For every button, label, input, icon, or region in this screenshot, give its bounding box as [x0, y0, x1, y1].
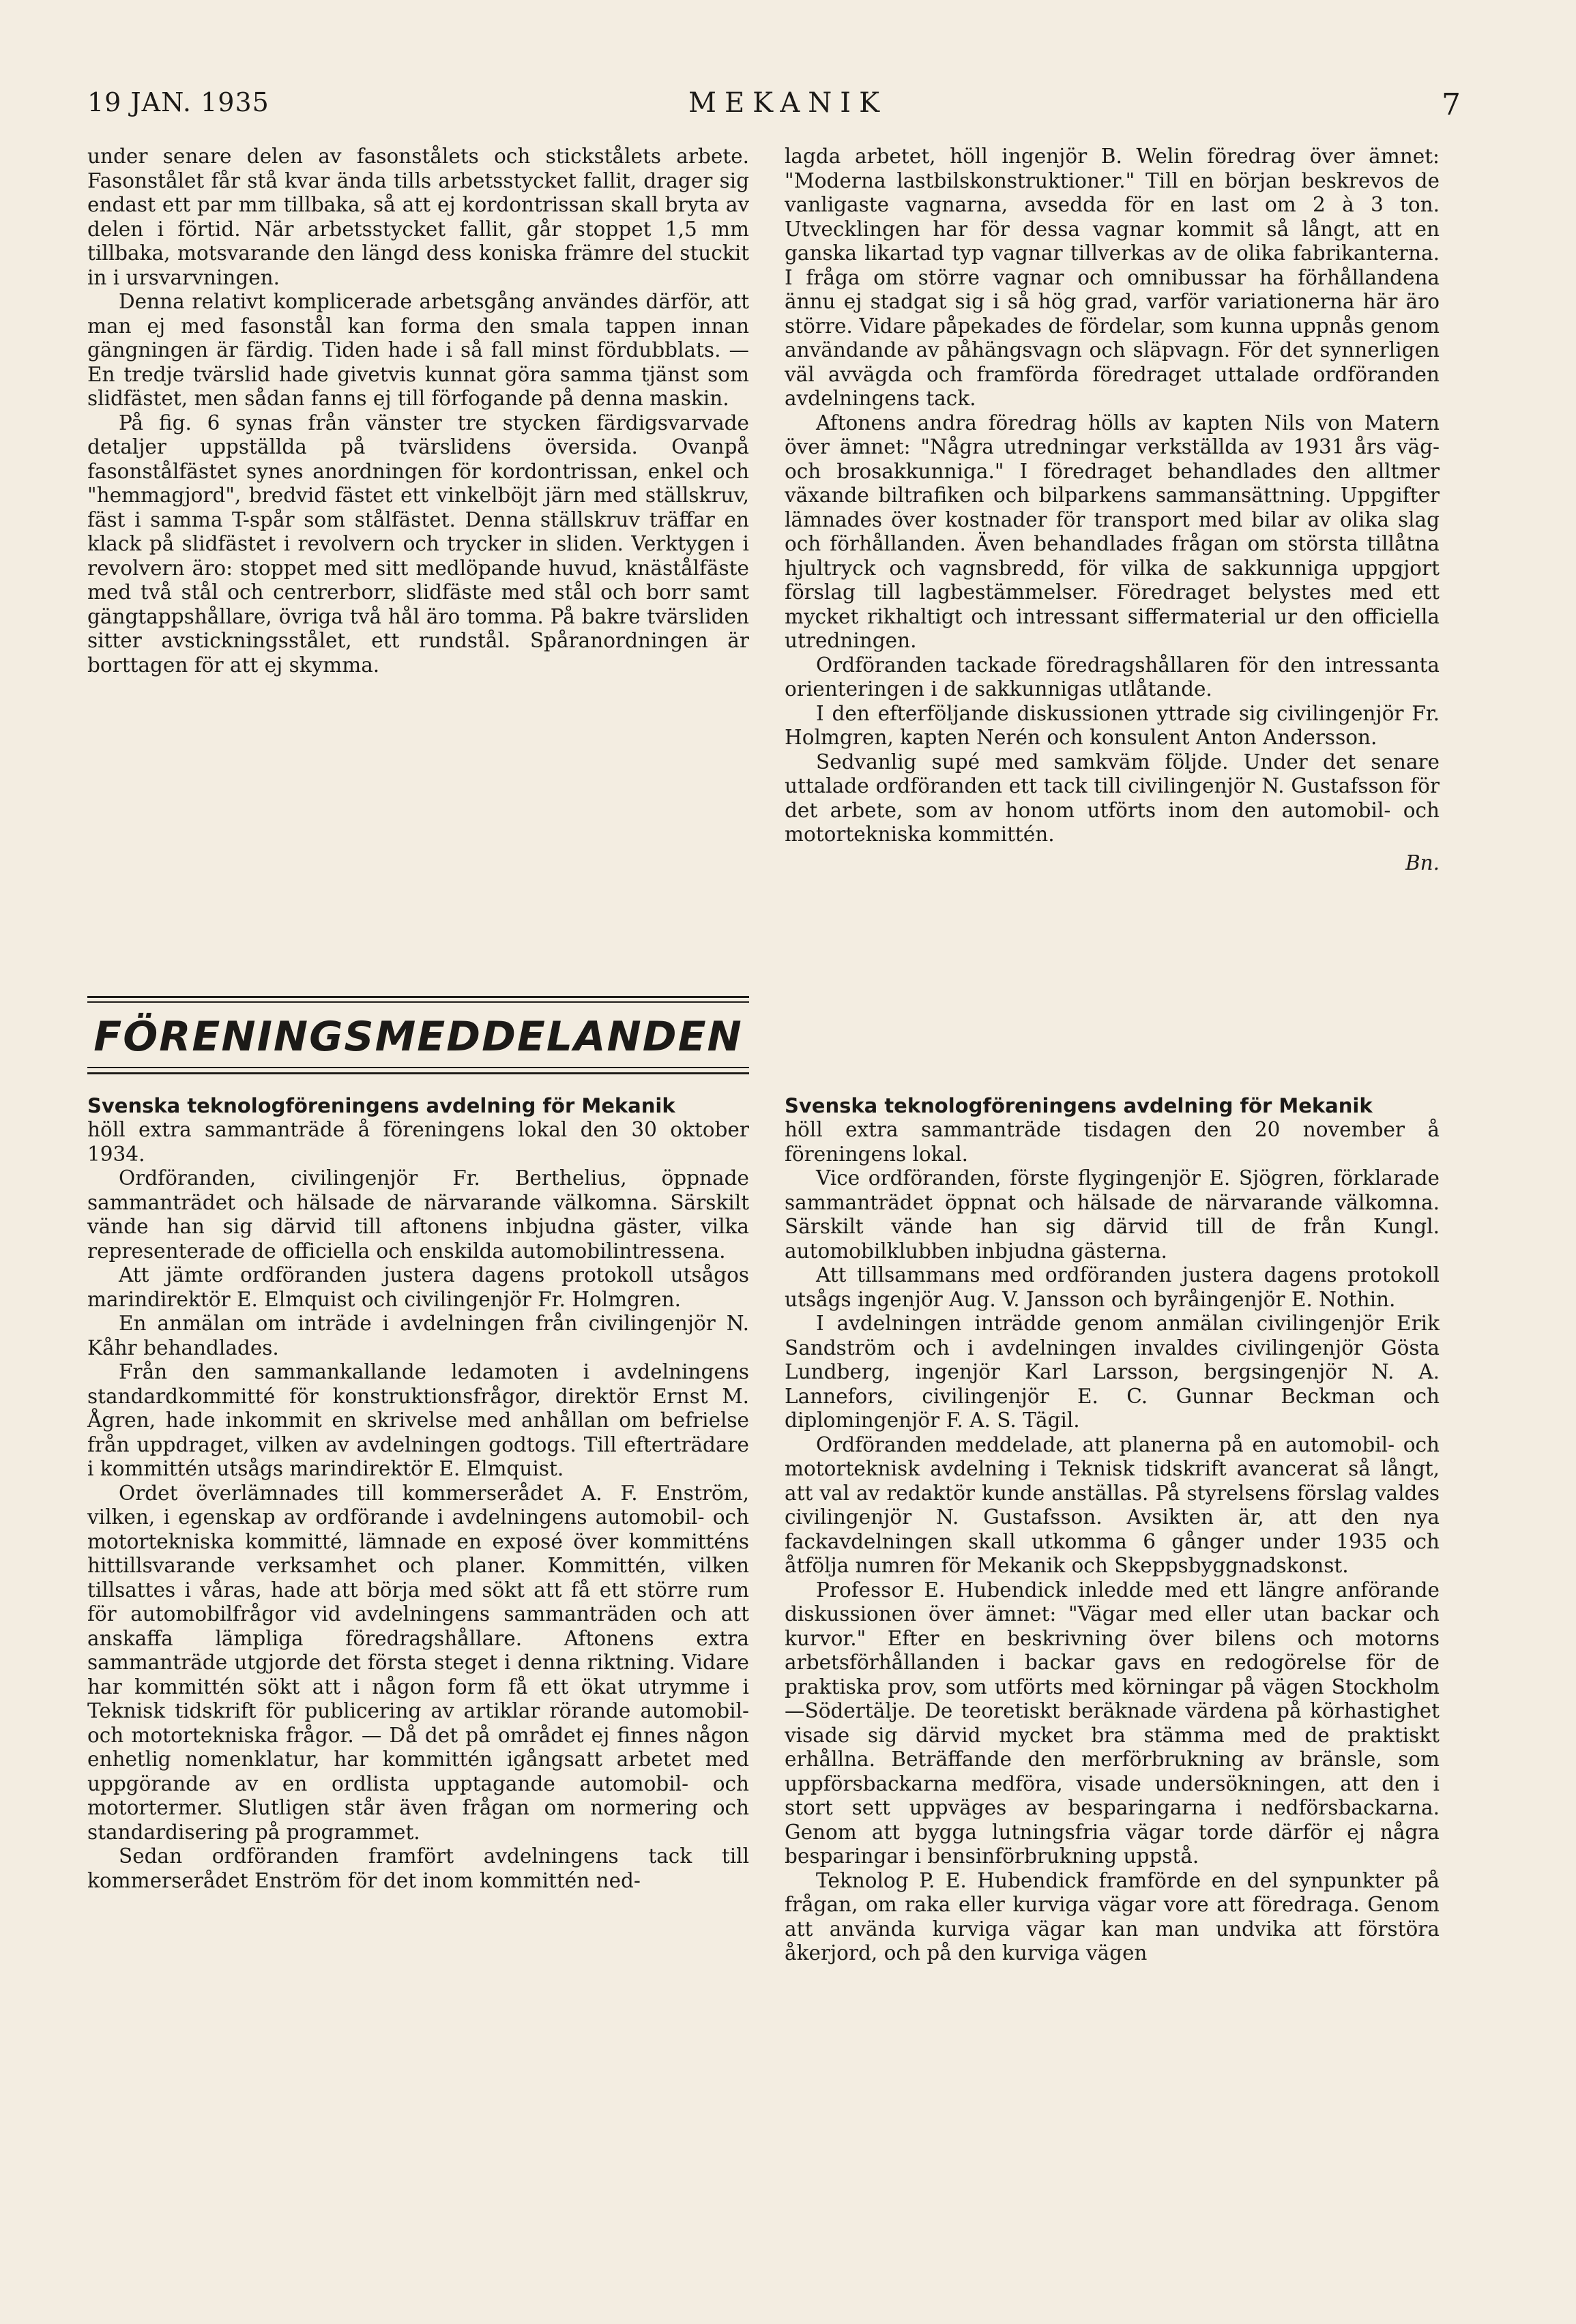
paragraph: I avdelningen inträdde genom anmälan civilingenjör Erik Sandström och i avdelningen invaldes civilingenjör Gösta Lundberg, ingenjör Karl Larsson, bergsingenjör N. A. Lannefors, civilingenjör E. C. Gunnar Beckman och diplomingenjör F. A. S. Tägil. — [785, 1312, 1440, 1432]
paragraph: En anmälan om inträde i avdelningen från civilingenjör N. Kåhr behandlades. — [87, 1312, 749, 1359]
meeting-notice-november — [785, 1094, 1440, 1966]
header-date: 19 JAN. 1935 — [87, 87, 269, 117]
paragraph: under senare delen av fasonstålets och stickstålets arbete. Fasonstålet får stå kvar ända tills arbetsstycket fallit, drager sig endast ett par mm tillbaka, så att ej kordontrissan skall bryta av delen i förtid. När arbetsstycket fallit, går stoppet 1,5 mm tillbaka, motsvarande den längd dess koniska främre del stuckit in i ursvarvningen. — [87, 145, 749, 289]
paragraph: Sedvanlig supé med samkväm följde. Under det senare uttalade ordföranden ett tack till civilingenjör N. Gustafsson för det arbete, som av honom utförts inom den automobil- och motortekniska kommittén. — [785, 750, 1440, 846]
section-banner — [87, 996, 749, 1078]
divider — [87, 996, 749, 998]
paragraph: Teknolog P. E. Hubendick framförde en del synpunkter på frågan, om raka eller kurviga vägar vore att föredraga. Genom att använda kurviga vägar kan man undvika att förstöra åkerjord, och på den kurviga vägen — [785, 1868, 1440, 1965]
header-title: MEKANIK — [688, 87, 888, 119]
paragraph: Professor E. Hubendick inledde med ett längre anförande diskussionen över ämnet: "Vägar med eller utan backar och kurvor." Efter en beskrivning över bilens och motorns arbetsförhållanden i backar gavs en redogörelse för de praktiska prov, som utförts med körningar på vägen Stockholm—Södertälje. De teoretiskt beräknade värdena på körhastighet visade sig därvid mycket bra stämma med de praktiskt erhållna. Beträffande den merförbrukning av bränsle, som uppförsbackarna medföra, visade undersökningen, att den i stort sett uppväges av besparingarna i nedförsbackarna. Genom att bygga lutningsfria vägar torde därför ej några besparingar i bensinförbrukning uppstå. — [785, 1578, 1440, 1868]
divider — [87, 1072, 749, 1074]
paragraph: På fig. 6 synas från vänster tre stycken färdigsvarvade detaljer uppställda på tvärslidens översida. Ovanpå fasonstålfästet synes anordningen för kordontrissan, enkel och "hemmagjord", bredvid fästet ett vinkelböjt järn med ställskruv, fäst i samma T-spår som stålfästet. Denna ställskruv träffar en klack på slidfästet i revolvern och trycker in sliden. Verktygen i revolvern äro: stoppet med sitt medlöpande huvud, knästålfäste med två stål och centrerborr, slidfäste med stål och borr samt gängtappshållare, övriga två hål äro tomma. På bakre tvärsliden sitter avstickningsstålet, ett rundstål. Spåranordningen är borttagen för att ej skymma. — [87, 411, 749, 677]
paragraph: Ordföranden tackade föredragshållaren för den intressanta orienteringen i de sakkunnigas utlåtande. — [785, 653, 1440, 701]
paragraph: Ordföranden meddelade, att planerna på en automobil- och motorteknisk avdelning i Teknisk tidskrift avancerat så långt, att val av redaktör kunde anställas. På styrelsens förslag valdes civilingenjör N. Gustafsson. Avsikten är, att den nya fackavdelningen skall utkomma 6 gånger under 1935 och åtfölja numren för Mekanik och Skeppsbyggnadskonst. — [785, 1432, 1440, 1577]
page-number: 7 — [1442, 87, 1461, 122]
meeting-report-continuation-column — [785, 145, 1440, 875]
paragraph: Ordet överlämnades till kommerserådet A. F. Enström, vilken, i egenskap av ordförande i avdelningens automobil- och motortekniska kommitté, lämnade en exposé över kommitténs hittillsvarande verksamhet och planer. Kommittén, vilken tillsattes i våras, hade att börja med sökt att få ett större rum för automobilfrågor vid avdelningens sammanträden och att anskaffa lämpliga föredragshållare. Aftonens extra sammanträde utgjorde det första steget i denna riktning. Vidare har kommittén sökt att i någon form få ett ökat utrymme i Teknisk tidskrift för publicering av artiklar rörande automobil- och motortekniska frågor. — Då det på området ej finnes någon enhetlig nomenklatur, har kommittén igångsatt arbetet med uppgörande av en ordlista upptagande automobil- och motortermer. Slutligen står även frågan om normering och standardisering på programmet. — [87, 1481, 749, 1844]
notice-heading: Svenska teknologföreningens avdelning för Mekanik — [87, 1094, 675, 1117]
article-continuation-column — [87, 145, 749, 677]
paragraph: Att tillsammans med ordföranden justera dagens protokoll utsågs ingenjör Aug. V. Jansson och byråingenjör E. Nothin. — [785, 1263, 1440, 1311]
paragraph: lagda arbetet, höll ingenjör B. Welin föredrag över ämnet: "Moderna lastbilskonstruktioner." Till en början beskrevos de vanligaste vagnarna, avsedda för en last om 2 à 3 ton. Utvecklingen har för dessa vagnar kommit så långt, att en ganska likartad typ vagnar tillverkas av de olika fabrikanterna. I fråga om större vagnar och omnibussar ha förhållandena ännu ej stadgat sig i så hög grad, varför variationerna här äro större. Vidare påpekades de fördelar, som kunna uppnås genom användande av påhängsvagn och släpvagn. För det synnerligen väl avvägda och framförda föredraget uttalade ordföranden avdelningens tack. — [785, 145, 1440, 410]
divider — [87, 1067, 749, 1068]
paragraph: Ordföranden, civilingenjör Fr. Berthelius, öppnade sammanträdet och hälsade de närvarande välkomna. Särskilt vände han sig därvid till aftonens inbjudna gäster, vilka representerade de officiella och enskilda automobilintressena. — [87, 1166, 749, 1263]
paragraph: Sedan ordföranden framfört avdelningens tack till kommerserådet Enström för det inom kommittén ned- — [87, 1844, 749, 1892]
paragraph: höll extra sammanträde å föreningens lokal den 30 oktober 1934. — [87, 1118, 749, 1166]
notice-heading: Svenska teknologföreningens avdelning för Mekanik — [785, 1094, 1373, 1117]
section-title: FÖRENINGSMEDDELANDEN — [93, 1013, 743, 1061]
paragraph: I den efterföljande diskussionen yttrade sig civilingenjör Fr. Holmgren, kapten Nerén och konsulent Anton Andersson. — [785, 701, 1440, 749]
paragraph: Denna relativt komplicerade arbetsgång användes därför, att man ej med fasonstål kan forma den smala tappen innan gängningen är färdig. Tiden hade i så fall minst fördubblats. — En tredje tvärslid hade givetvis kunnat göra samma tjänst som slidfästet, men sådan fanns ej till förfogande på denna maskin. — [87, 290, 749, 410]
meeting-notice-october — [87, 1094, 749, 1893]
paragraph: höll extra sammanträde tisdagen den 20 november å föreningens lokal. — [785, 1118, 1440, 1166]
divider — [87, 1001, 749, 1003]
paragraph: Att jämte ordföranden justera dagens protokoll utsågos marindirektör E. Elmquist och civilingenjör Fr. Holmgren. — [87, 1263, 749, 1311]
paragraph: Vice ordföranden, förste flygingenjör E. Sjögren, förklarade sammanträdet öppnat och hälsade de närvarande välkomna. Särskilt vände han sig därvid till de från Kungl. automobilklubben inbjudna gästerna. — [785, 1166, 1440, 1263]
author-signature: Bn. — [1405, 851, 1440, 874]
paragraph: Aftonens andra föredrag hölls av kapten Nils von Matern över ämnet: "Några utredningar verkställda av 1931 års väg- och brosakkunniga." I föredraget behandlades den alltmer växande biltrafiken och bilparkens sammansättning. Uppgifter lämnades över kostnader för transport med bilar av olika slag och förhållanden. Även behandlades frågan om största tillåtna hjultryck och vagnsbredd, för vilka de sakkunniga uppgjort förslag till lagbestämmelser. Föredraget belystes med ett mycket rikhaltigt och intressant siffermaterial ur den officiella utredningen. — [785, 411, 1440, 652]
paragraph: Från den sammankallande ledamoten i avdelningens standardkommitté för konstruktionsfrågor, direktör Ernst M. Ågren, hade inkommit en skrivelse med anhållan om befrielse från uppdraget, vilken av avdelningen godtogs. Till efterträdare i kommittén utsågs marindirektör E. Elmquist. — [87, 1360, 749, 1480]
